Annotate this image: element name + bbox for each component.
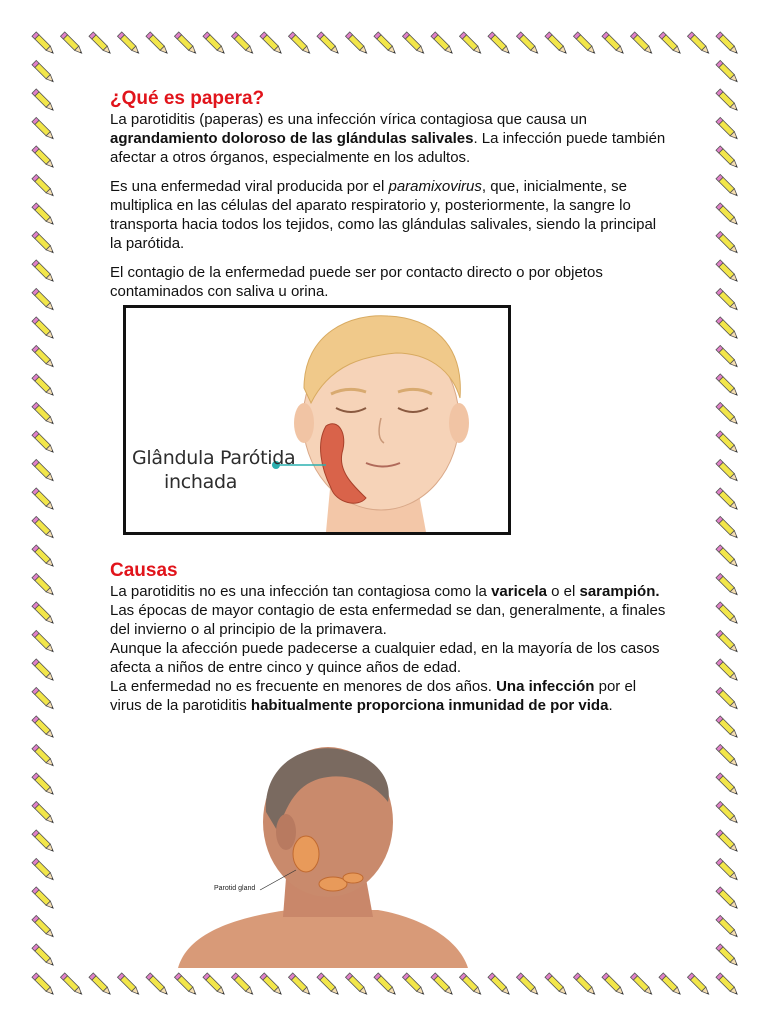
pencil-icon	[716, 659, 739, 682]
pencil-icon	[459, 32, 482, 55]
parotid-gland-label: Parotid gland	[214, 885, 256, 892]
gland-label: Glândula Parótida inchada	[132, 447, 296, 493]
pencil-icon	[716, 402, 739, 425]
pencil-icon	[117, 973, 140, 996]
pencil-icon	[146, 32, 169, 55]
pencil-icon	[32, 773, 55, 796]
pencil-icon	[716, 459, 739, 482]
pencil-icon	[716, 573, 739, 596]
pencil-icon	[32, 402, 55, 425]
pencil-icon	[374, 973, 397, 996]
pencil-icon	[431, 32, 454, 55]
pencil-icon	[716, 260, 739, 283]
pencil-icon	[516, 973, 539, 996]
pencil-icon	[402, 32, 425, 55]
pencil-icon	[716, 317, 739, 340]
pencil-icon	[716, 830, 739, 853]
pencil-icon	[231, 32, 254, 55]
pencil-icon	[716, 687, 739, 710]
pencil-icon	[716, 801, 739, 824]
pencil-icon	[488, 32, 511, 55]
pencil-icon	[260, 32, 283, 55]
pencil-icon	[32, 602, 55, 625]
pencil-icon	[716, 744, 739, 767]
pencil-icon	[716, 203, 739, 226]
pencil-icon	[32, 659, 55, 682]
pencil-icon	[317, 973, 340, 996]
pencil-icon	[32, 973, 55, 996]
pencil-icon	[659, 973, 682, 996]
pencil-icon	[32, 744, 55, 767]
pencil-icon	[716, 60, 739, 83]
adult-illustration	[178, 742, 468, 968]
paragraph-definition: La parotiditis (paperas) es una infección vírica contagiosa que causa un agrandamiento doloroso de las glándulas salivales. La infección puede también afectar a otros órganos, especialmente en los adultos.	[110, 111, 666, 166]
pencil-icon	[32, 174, 55, 197]
pencil-icon	[32, 545, 55, 568]
figure-parotid-adult	[178, 742, 468, 968]
pencil-icon	[602, 973, 625, 996]
pencil-icon	[203, 32, 226, 55]
pencil-icon	[32, 317, 55, 340]
section-causes	[110, 560, 670, 715]
pencil-icon	[716, 944, 739, 967]
pencil-icon	[32, 687, 55, 710]
pencil-icon	[716, 231, 739, 254]
pencil-icon	[402, 973, 425, 996]
pencil-icon	[32, 89, 55, 112]
pencil-icon	[716, 89, 739, 112]
pencil-icon	[32, 716, 55, 739]
pencil-icon	[545, 973, 568, 996]
pencil-icon	[32, 944, 55, 967]
pencil-icon	[687, 32, 710, 55]
pencil-icon	[716, 602, 739, 625]
pencil-icon	[32, 117, 55, 140]
paragraph-causes: La parotiditis no es una infección tan contagiosa como la varicela o el sarampión. Las épocas de mayor contagio de esta enfermedad se dan, generalmente, a finales del invierno o al principio de la primavera. Aunque la afección puede padecerse a cualquier edad, en la mayoría de los casos afecta a niños de entre cinco y quince años de edad. La enfermedad no es frecuente en menores de dos años. Una infección por el virus de la parotiditis habitualmente proporciona inmunidad de por vida.	[110, 583, 666, 714]
pencil-icon	[431, 973, 454, 996]
heading-causes: Causas	[110, 560, 178, 581]
child-illustration	[126, 308, 508, 532]
heading-what-is-mumps: ¿Qué es papera?	[110, 88, 265, 109]
pencil-icon	[32, 887, 55, 910]
pencil-icon	[573, 32, 596, 55]
pencil-icon	[32, 459, 55, 482]
section-what-is-mumps	[110, 88, 670, 301]
pencil-icon	[89, 973, 112, 996]
pencil-icon	[32, 915, 55, 938]
pencil-icon	[60, 973, 83, 996]
pencil-icon	[716, 117, 739, 140]
pencil-icon	[716, 887, 739, 910]
pencil-icon	[288, 973, 311, 996]
pencil-icon	[602, 32, 625, 55]
pencil-icon	[89, 32, 112, 55]
pencil-icon	[32, 345, 55, 368]
pencil-icon	[32, 288, 55, 311]
pencil-icon	[203, 973, 226, 996]
figure-parotid-child	[123, 305, 511, 535]
pencil-icon	[32, 573, 55, 596]
pencil-icon	[716, 545, 739, 568]
pencil-icon	[32, 431, 55, 454]
pencil-icon	[630, 32, 653, 55]
pencil-icon	[345, 973, 368, 996]
pencil-icon	[630, 973, 653, 996]
pencil-icon	[32, 146, 55, 169]
pencil-icon	[545, 32, 568, 55]
pencil-icon	[716, 431, 739, 454]
pencil-icon	[716, 174, 739, 197]
pencil-icon	[716, 973, 739, 996]
pencil-icon	[716, 630, 739, 653]
pencil-icon	[32, 374, 55, 397]
pencil-icon	[288, 32, 311, 55]
pencil-icon	[174, 32, 197, 55]
pencil-icon	[716, 773, 739, 796]
pencil-icon	[659, 32, 682, 55]
pencil-icon	[32, 488, 55, 511]
pencil-icon	[32, 203, 55, 226]
pencil-icon	[716, 915, 739, 938]
pencil-icon	[716, 288, 739, 311]
pencil-icon	[174, 973, 197, 996]
pencil-icon	[687, 973, 710, 996]
pencil-icon	[716, 488, 739, 511]
pencil-icon	[146, 973, 169, 996]
pencil-icon	[516, 32, 539, 55]
pencil-icon	[32, 516, 55, 539]
pencil-icon	[32, 830, 55, 853]
pencil-icon	[32, 630, 55, 653]
pencil-icon	[260, 973, 283, 996]
pencil-icon	[716, 716, 739, 739]
pencil-icon	[374, 32, 397, 55]
pencil-icon	[60, 32, 83, 55]
pencil-icon	[716, 374, 739, 397]
pencil-icon	[32, 260, 55, 283]
pencil-icon	[32, 231, 55, 254]
pencil-icon	[317, 32, 340, 55]
pencil-icon	[32, 60, 55, 83]
pencil-icon	[117, 32, 140, 55]
pencil-icon	[716, 858, 739, 881]
paragraph-contagion: El contagio de la enfermedad puede ser por contacto directo o por objetos contaminados con saliva u orina.	[110, 264, 603, 300]
pencil-icon	[32, 858, 55, 881]
pencil-icon	[716, 345, 739, 368]
pencil-icon	[716, 146, 739, 169]
pencil-icon	[716, 516, 739, 539]
pencil-icon	[716, 32, 739, 55]
paragraph-virus: Es una enfermedad viral producida por el paramixovirus, que, inicialmente, se multiplica en las células del aparato respiratorio y, posteriormente, la sangre lo transporta hacia todos los tejidos, como las glándulas salivales, siendo la principal la parótida.	[110, 178, 657, 252]
pencil-icon	[231, 973, 254, 996]
pencil-icon	[32, 801, 55, 824]
pencil-icon	[345, 32, 368, 55]
pencil-icon	[488, 973, 511, 996]
pencil-icon	[573, 973, 596, 996]
pencil-icon	[32, 32, 55, 55]
pencil-icon	[459, 973, 482, 996]
